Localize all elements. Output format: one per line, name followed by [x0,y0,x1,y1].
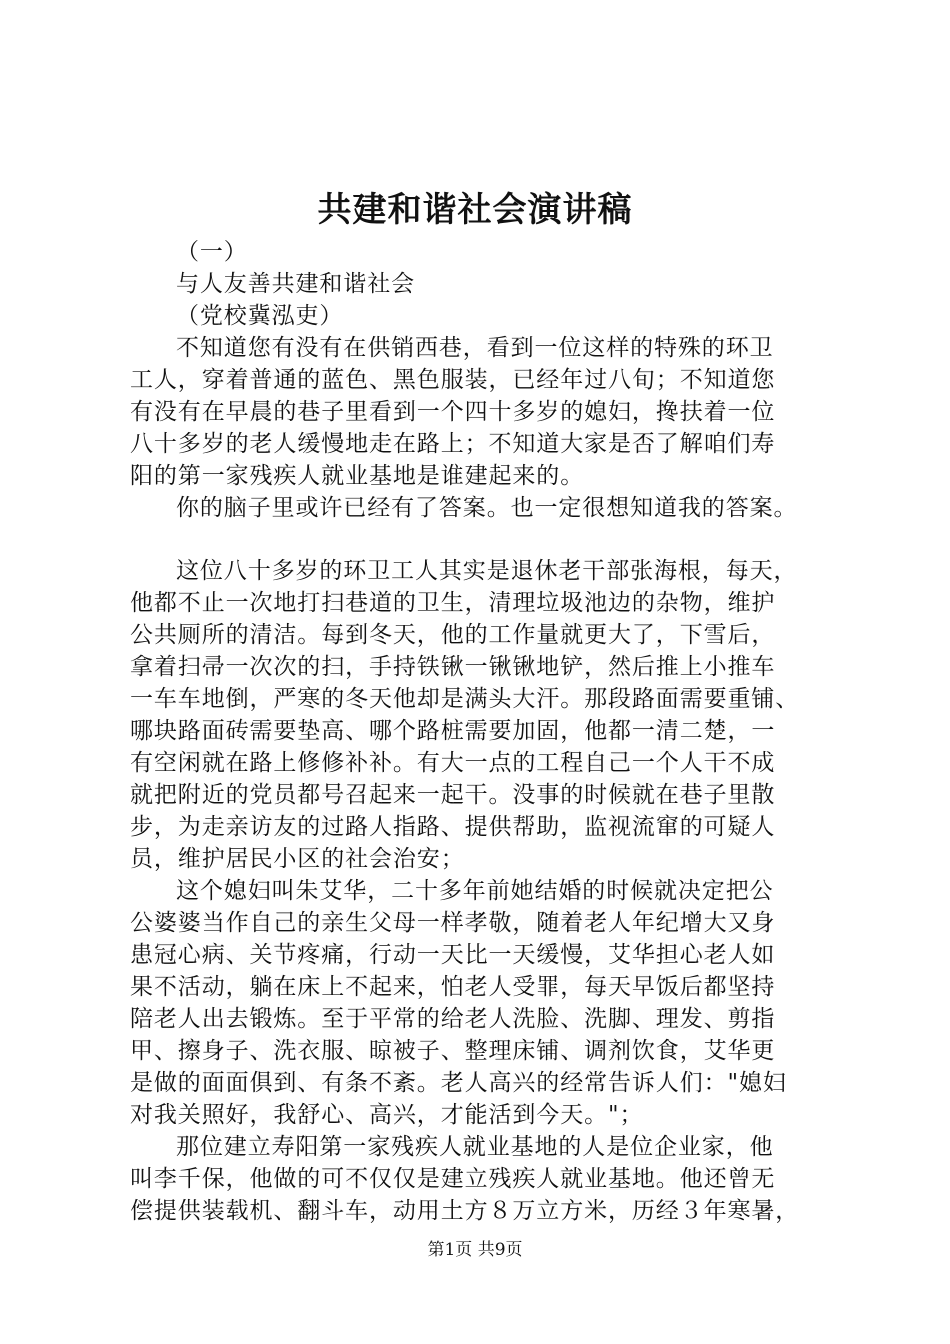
text-line: 叫李千保，他做的可不仅仅是建立残疾人就业基地。他还曾无 [130,1166,776,1192]
paragraph-gap [130,524,830,555]
text-line: 拿着扫帚一次次的扫，手持铁锹一锹锹地铲，然后推上小推车 [130,654,776,680]
text-line: 对我关照好，我舒心、高兴，才能活到今天。"； [130,1102,644,1128]
speech-subtitle: 与人友善共建和谐社会 [176,271,415,297]
text-line: 公共厕所的清洁。每到冬天，他的工作量就更大了，下雪后， [130,622,776,648]
text-line: 甲、擦身子、洗衣服、晾被子、整理床铺、调剂饮食，艾华更 [130,1038,776,1064]
section-number: （一） [176,239,248,265]
text-line: 一车车地倒，严寒的冬天他却是满头大汗。那段路面需要重铺、 [130,686,800,712]
document-body [130,236,830,1227]
text-line: 果不活动，躺在床上不起来，怕老人受罪，每天早饭后都坚持 [130,974,776,1000]
text-line: 阳的第一家残疾人就业基地是谁建起来的。 [130,463,585,489]
text-line: 偿提供装载机、翻斗车，动用土方８万立方米，历经３年寒暑， [130,1198,800,1224]
page-number-footer: 第1页 共9页 [427,1240,523,1260]
text-line: 不知道您有没有在供销西巷，看到一位这样的特殊的环卫 [176,335,774,361]
text-line: 员，维护居民小区的社会治安； [130,846,465,872]
text-line: 步，为走亲访友的过路人指路、提供帮助，监视流窜的可疑人 [130,814,776,840]
author-line: （党校冀泓吏） [176,303,344,329]
text-line: 患冠心病、关节疼痛，行动一天比一天缓慢，艾华担心老人如 [130,942,776,968]
text-line: 这位八十多岁的环卫工人其实是退休老干部张海根，每天， [176,558,798,584]
text-line: 你的脑子里或许已经有了答案。也一定很想知道我的答案。 [176,495,798,521]
text-line: 陪老人出去锻炼。至于平常的给老人洗脸、洗脚、理发、剪指 [130,1006,776,1032]
text-line: 哪块路面砖需要垫高、哪个路桩需要加固，他都一清二楚，一 [130,718,776,744]
text-line: 他都不止一次地打扫巷道的卫生，清理垃圾池边的杂物，维护 [130,590,776,616]
text-line: 工人，穿着普通的蓝色、黑色服装，已经年过八旬；不知道您 [130,367,776,393]
text-line: 这个媳妇叫朱艾华，二十多年前她结婚的时候就决定把公 [176,878,774,904]
text-line: 有没有在早晨的巷子里看到一个四十多岁的媳妇，搀扶着一位 [130,399,776,425]
text-line: 就把附近的党员都号召起来一起干。没事的时候就在巷子里散 [130,782,776,808]
text-line: 那位建立寿阳第一家残疾人就业基地的人是位企业家，他 [176,1134,774,1160]
text-line: 公婆婆当作自己的亲生父母一样孝敬，随着老人年纪增大又身 [130,910,776,936]
text-line: 八十多岁的老人缓慢地走在路上；不知道大家是否了解咱们寿 [130,431,776,457]
text-line: 有空闲就在路上修修补补。有大一点的工程自己一个人干不成 [130,750,776,776]
document-title: 共建和谐社会演讲稿 [317,190,633,230]
text-line: 是做的面面俱到、有条不紊。老人高兴的经常告诉人们："媳妇 [130,1070,787,1096]
